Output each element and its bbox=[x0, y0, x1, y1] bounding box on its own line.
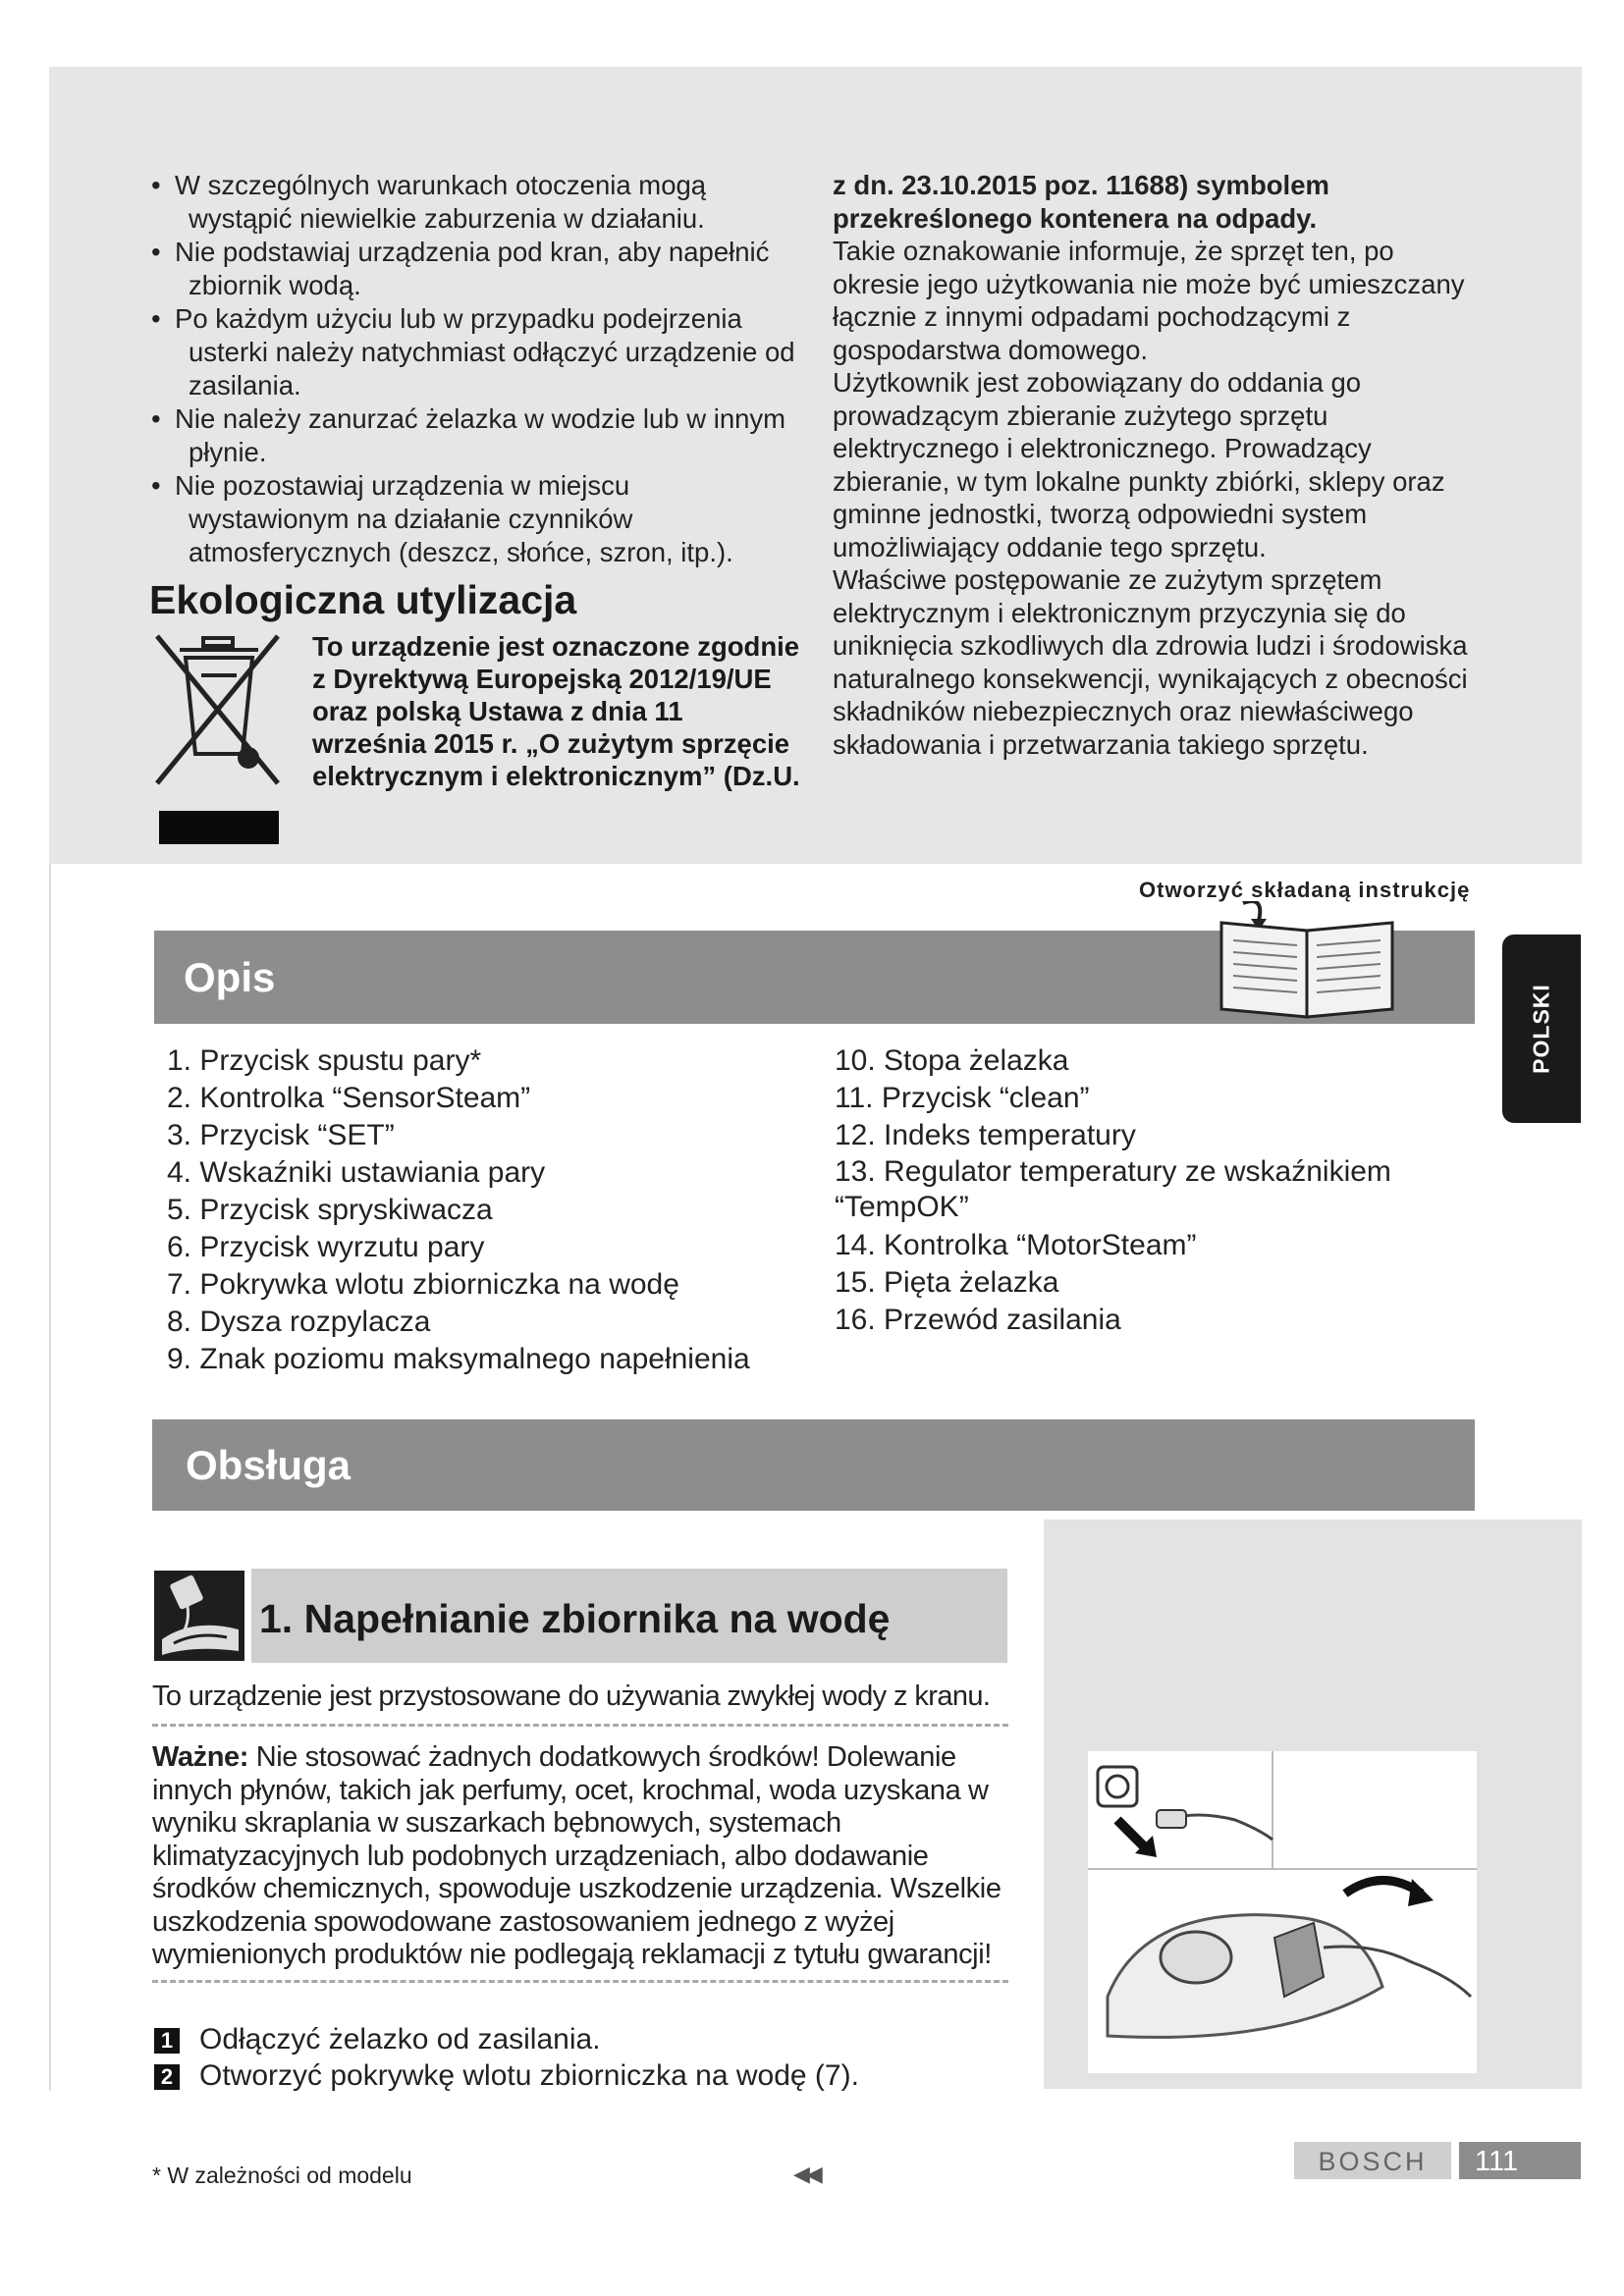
bullet-line: • Nie należy zanurzać żelazka w wodzie lub w innym bbox=[149, 402, 797, 436]
step-text: Odłączyć żelazko od zasilania. bbox=[199, 2023, 601, 2056]
warning-text bbox=[152, 1741, 1016, 1972]
warning-line: wyniku skraplania w suszarkach bębnowych, systemach bbox=[152, 1807, 841, 1839]
eco-right-line: umożliwiający oddanie tego sprzętu. bbox=[833, 531, 1267, 562]
eco-disposal-title: Ekologiczna utylizacja bbox=[149, 577, 577, 622]
warning-line: środków chemicznych, spowoduje uszkodzenie urządzenia. Wszelkie bbox=[152, 1873, 1001, 1904]
eco-right-line: gminne jednostki, tworzą odpowiedni system bbox=[833, 499, 1368, 529]
bullet-line: wystawionym na działanie czynników bbox=[189, 504, 633, 534]
eco-right-line: okresie jego użytkowania nie może być umieszczany bbox=[833, 268, 1465, 299]
part-item: 7. Pokrywka wlotu zbiorniczka na wodę bbox=[167, 1268, 679, 1301]
eco-right-line: naturalnego konsekwencji, wynikających z obecności bbox=[833, 663, 1468, 694]
eco-right-line: gospodarstwa domowego. bbox=[833, 334, 1149, 365]
part-item: 1. Przycisk spustu pary* bbox=[167, 1044, 482, 1077]
water-fill-icon bbox=[154, 1571, 244, 1661]
part-item: 5. Przycisk spryskiwacza bbox=[167, 1194, 493, 1226]
eco-right-column bbox=[833, 169, 1510, 761]
parts-list-right bbox=[835, 1042, 1424, 1339]
eco-bold-text bbox=[312, 630, 803, 792]
part-item: 12. Indeks temperatury bbox=[835, 1119, 1136, 1151]
back-arrows-icon[interactable]: ◀◀ bbox=[793, 2162, 819, 2186]
step-number-badge: 1 bbox=[154, 2028, 180, 2054]
page-number: 111 bbox=[1459, 2142, 1581, 2179]
part-item: 16. Przewód zasilania bbox=[835, 1304, 1121, 1336]
eco-right-line: Takie oznakowanie informuje, że sprzęt ten, po bbox=[833, 236, 1394, 266]
eco-right-line: prowadzącym zbieranie zużytego sprzętu bbox=[833, 400, 1328, 431]
bullet-line: • Nie podstawiaj urządzenia pod kran, aby napełnić bbox=[149, 236, 797, 269]
footnote: * W zależności od modelu bbox=[152, 2163, 412, 2188]
part-item: 9. Znak poziomu maksymalnego napełnienia bbox=[167, 1343, 750, 1375]
bullet-line: wystąpić niewielkie zaburzenia w działaniu. bbox=[189, 203, 705, 234]
eco-bold-line: To urządzenie jest oznaczone zgodnie bbox=[312, 631, 800, 662]
part-item: 10. Stopa żelazka bbox=[835, 1044, 1069, 1077]
safety-bullet-list bbox=[149, 169, 797, 569]
warning-line: klimatyzacyjnych lub podobnych urządzeniach, albo dodawanie bbox=[152, 1840, 929, 1872]
intro-text: To urządzenie jest przystosowane do używania zwykłej wody z kranu. bbox=[152, 1681, 991, 1712]
part-item: 6. Przycisk wyrzutu pary bbox=[167, 1231, 485, 1263]
step-item bbox=[154, 2058, 859, 2094]
bullet-line: • W szczególnych warunkach otoczenia mogą bbox=[149, 169, 797, 202]
open-book-icon bbox=[1214, 901, 1400, 1019]
part-item: 2. Kontrolka “SensorSteam” bbox=[167, 1082, 531, 1114]
dashed-divider bbox=[152, 1724, 1008, 1727]
warning-line: uszkodzenia spowodowane zastosowaniem jednego z wyżej bbox=[152, 1905, 894, 1938]
eco-right-line: zbieranie, w tym lokalne punkty zbiórki, sklepy oraz bbox=[833, 465, 1445, 497]
eco-right-line: elektrycznego i elektronicznego. Prowadzący bbox=[833, 433, 1372, 463]
part-item: 3. Przycisk “SET” bbox=[167, 1119, 395, 1151]
warning-line: innych płynów, takich jak perfumy, ocet, krochmal, woda uzyskana w bbox=[152, 1774, 989, 1806]
eco-right-line: elektrycznym i elektronicznym przyczynia się do bbox=[833, 597, 1406, 628]
eco-right-bold-line: z dn. 23.10.2015 poz. 11688) symbolem bbox=[833, 170, 1329, 200]
step-item bbox=[154, 2022, 601, 2057]
crossed-bin-icon bbox=[152, 628, 285, 790]
language-tab-label: POLSKI bbox=[1528, 984, 1554, 1074]
bullet-line: atmosferycznych (deszcz, słońce, szron, itp.). bbox=[189, 537, 733, 567]
eco-bold-line: września 2015 r. „O zużytym sprzęcie bbox=[312, 728, 790, 759]
part-item: 11. Przycisk “clean” bbox=[835, 1082, 1090, 1114]
part-item: 14. Kontrolka “MotorSteam” bbox=[835, 1229, 1197, 1261]
section-header-opis: Opis bbox=[154, 931, 1475, 1024]
warning-line: wymienionych produktów nie podlegają reklamacji z tytułu gwarancji! bbox=[152, 1939, 992, 1970]
step-text: Otworzyć pokrywkę wlotu zbiorniczka na wodę (7). bbox=[199, 2059, 859, 2092]
page-edge-line bbox=[49, 864, 51, 2091]
language-tab-polski[interactable] bbox=[1502, 934, 1581, 1123]
bullet-line: • Nie pozostawiaj urządzenia w miejscu bbox=[149, 469, 797, 503]
step-title: 1. Napełnianie zbiornika na wodę bbox=[251, 1569, 1007, 1663]
bullet-line: usterki należy natychmiast odłączyć urządzenie od bbox=[189, 337, 795, 367]
dashed-divider bbox=[152, 1980, 1008, 1983]
step-number-badge: 2 bbox=[154, 2064, 180, 2090]
eco-right-line: Właściwe postępowanie ze zużytym sprzętem bbox=[833, 564, 1382, 595]
part-item: 13. Regulator temperatury ze wskaźnikiem “TempOK” bbox=[835, 1155, 1391, 1223]
eco-right-bold-line: przekreślonego kontenera na odpady. bbox=[833, 202, 1318, 234]
part-item: 8. Dysza rozpylacza bbox=[167, 1306, 431, 1338]
eco-right-line: składników niebezpiecznych oraz niewłaściwego bbox=[833, 696, 1414, 726]
bullet-line: • Po każdym użyciu lub w przypadku podejrzenia bbox=[149, 302, 797, 336]
unplug-and-open-lid-illustration bbox=[1088, 1751, 1477, 2073]
eco-right-line: składowania i przetwarzania takiego sprzętu. bbox=[833, 728, 1369, 760]
eco-right-line: Użytkownik jest zobowiązany do oddania go bbox=[833, 367, 1362, 398]
bin-underline-bar bbox=[159, 811, 279, 844]
bullet-line: zbiornik wodą. bbox=[189, 270, 361, 300]
warning-label: Ważne: bbox=[152, 1741, 249, 1773]
eco-right-line: łącznie z innymi odpadami pochodzącymi z bbox=[833, 301, 1351, 332]
bullet-line: zasilania. bbox=[189, 370, 301, 400]
eco-bold-line: oraz polską Ustawa z dnia 11 bbox=[312, 696, 683, 726]
eco-right-line: uniknięcia szkodliwych dla zdrowia ludzi i środowiska bbox=[833, 630, 1468, 661]
open-instructions-label: Otworzyć składaną instrukcję bbox=[1139, 878, 1471, 902]
eco-bold-line: elektrycznym i elektronicznym” (Dz.U. bbox=[312, 761, 800, 791]
bullet-line: płynie. bbox=[189, 437, 267, 467]
section-header-obsluga: Obsługa bbox=[152, 1419, 1475, 1511]
part-item: 4. Wskaźniki ustawiania pary bbox=[167, 1156, 546, 1189]
warning-line-text: Nie stosować żadnych dodatkowych środków! Dolewanie bbox=[248, 1741, 956, 1773]
warning-line bbox=[152, 1741, 1016, 1775]
parts-list-left bbox=[167, 1042, 750, 1378]
footer-brand: BOSCH bbox=[1294, 2142, 1451, 2179]
eco-bold-line: z Dyrektywą Europejską 2012/19/UE bbox=[312, 664, 772, 694]
part-item: 15. Pięta żelazka bbox=[835, 1266, 1059, 1299]
